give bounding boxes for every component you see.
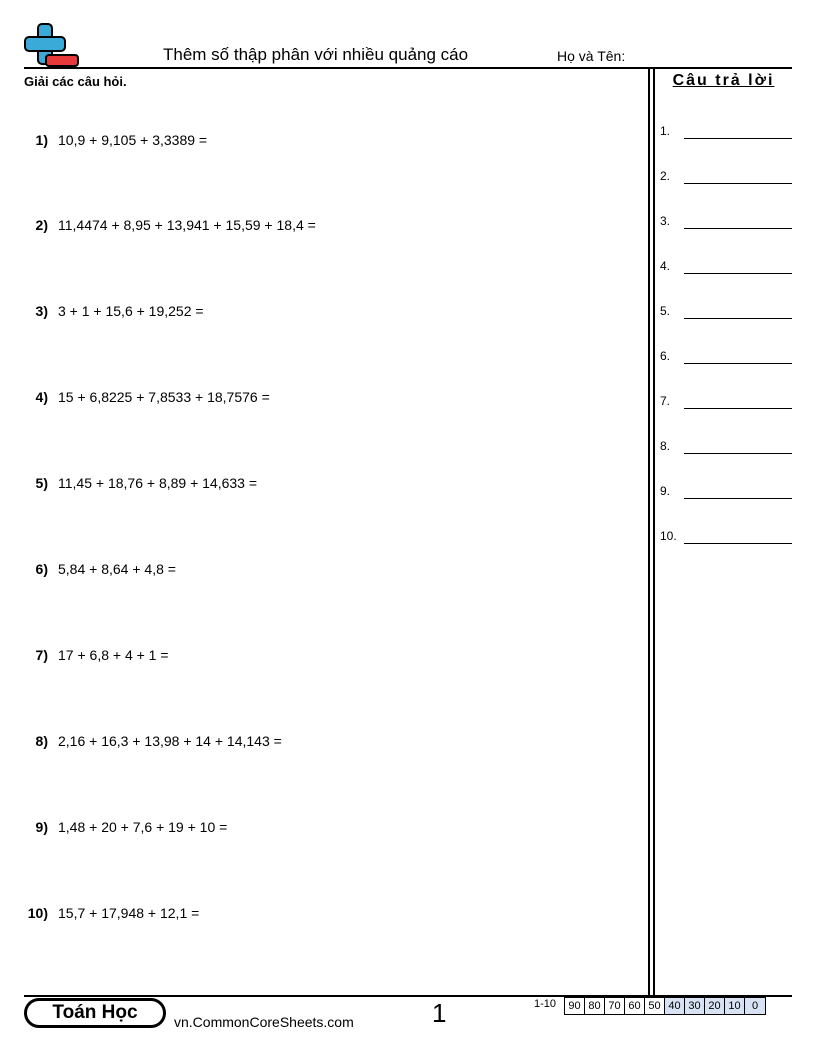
question-number: 4) xyxy=(35,389,48,405)
answer-row xyxy=(660,304,792,324)
name-label: Họ và Tên: xyxy=(557,48,626,64)
answer-number: 1. xyxy=(660,124,671,138)
question-item xyxy=(24,303,204,323)
page-number: 1 xyxy=(432,998,447,1028)
answer-number: 4. xyxy=(660,259,671,273)
question-text: 11,4474 + 8,95 + 13,941 + 15,59 + 18,4 = xyxy=(58,217,316,233)
answer-row xyxy=(660,349,792,369)
answer-row xyxy=(660,529,792,549)
question-number: 3) xyxy=(35,303,48,319)
score-cell: 20 xyxy=(705,998,725,1014)
question-text: 11,45 + 18,76 + 8,89 + 14,633 = xyxy=(58,475,258,491)
answer-row xyxy=(660,169,792,189)
question-text: 5,84 + 8,64 + 4,8 = xyxy=(58,561,176,577)
answer-number: 8. xyxy=(660,439,671,453)
header-divider xyxy=(24,67,792,69)
score-cell: 10 xyxy=(725,998,745,1014)
answer-blank[interactable] xyxy=(684,363,792,364)
question-item xyxy=(24,819,227,839)
answer-blank[interactable] xyxy=(684,228,792,229)
question-text: 15 + 6,8225 + 7,8533 + 18,7576 = xyxy=(58,389,270,405)
answer-row xyxy=(660,394,792,414)
answer-blank[interactable] xyxy=(684,543,792,544)
answer-number: 9. xyxy=(660,484,671,498)
instructions: Giải các câu hỏi. xyxy=(24,74,127,89)
question-item xyxy=(24,905,199,925)
question-number: 6) xyxy=(35,561,48,577)
site-url: vn.CommonCoreSheets.com xyxy=(174,1014,354,1030)
question-text: 1,48 + 20 + 7,6 + 19 + 10 = xyxy=(58,819,228,835)
answer-row xyxy=(660,259,792,279)
plus-minus-icon xyxy=(22,22,80,70)
question-item xyxy=(24,389,270,409)
answer-number: 3. xyxy=(660,214,671,228)
answer-blank[interactable] xyxy=(684,408,792,409)
score-cell: 50 xyxy=(645,998,665,1014)
question-item xyxy=(24,733,282,753)
column-divider xyxy=(648,68,650,995)
answer-number: 7. xyxy=(660,394,671,408)
answer-row xyxy=(660,214,792,234)
question-item xyxy=(24,475,257,495)
question-item xyxy=(24,647,169,667)
question-text: 17 + 6,8 + 4 + 1 = xyxy=(58,647,169,663)
answer-number: 5. xyxy=(660,304,671,318)
question-number: 8) xyxy=(35,733,48,749)
answer-blank[interactable] xyxy=(684,453,792,454)
answer-row xyxy=(660,484,792,504)
question-item xyxy=(24,217,316,237)
score-cell: 30 xyxy=(685,998,705,1014)
question-number: 5) xyxy=(35,475,48,491)
score-range-label: 1-10 xyxy=(534,998,557,1010)
worksheet-title: Thêm số thập phân với nhiều quảng cáo xyxy=(163,45,469,64)
question-number: 10) xyxy=(27,905,48,921)
answer-number: 2. xyxy=(660,169,671,183)
question-number: 1) xyxy=(35,132,48,148)
answer-blank[interactable] xyxy=(684,498,792,499)
question-item xyxy=(24,561,176,581)
question-text: 10,9 + 9,105 + 3,3389 = xyxy=(58,132,208,148)
score-cell: 70 xyxy=(605,998,625,1014)
question-text: 2,16 + 16,3 + 13,98 + 14 + 14,143 = xyxy=(58,733,282,749)
brand-badge: Toán Học xyxy=(24,998,166,1028)
answer-number: 10. xyxy=(660,529,677,543)
answers-heading: Câu trả lời xyxy=(672,72,775,89)
score-cell: 0 xyxy=(745,998,765,1014)
score-table xyxy=(564,997,766,1015)
question-number: 9) xyxy=(35,819,48,835)
score-cell: 60 xyxy=(625,998,645,1014)
answer-blank[interactable] xyxy=(684,273,792,274)
answer-row xyxy=(660,439,792,459)
score-cell: 40 xyxy=(665,998,685,1014)
answer-row xyxy=(660,124,792,144)
score-cell: 80 xyxy=(585,998,605,1014)
answer-blank[interactable] xyxy=(684,138,792,139)
column-divider xyxy=(653,68,655,995)
question-text: 15,7 + 17,948 + 12,1 = xyxy=(58,905,200,921)
answer-blank[interactable] xyxy=(684,318,792,319)
answer-number: 6. xyxy=(660,349,671,363)
score-cell: 90 xyxy=(565,998,585,1014)
question-text: 3 + 1 + 15,6 + 19,252 = xyxy=(58,303,204,319)
question-number: 2) xyxy=(35,217,48,233)
answer-blank[interactable] xyxy=(684,183,792,184)
question-item xyxy=(24,132,207,152)
question-number: 7) xyxy=(35,647,48,663)
